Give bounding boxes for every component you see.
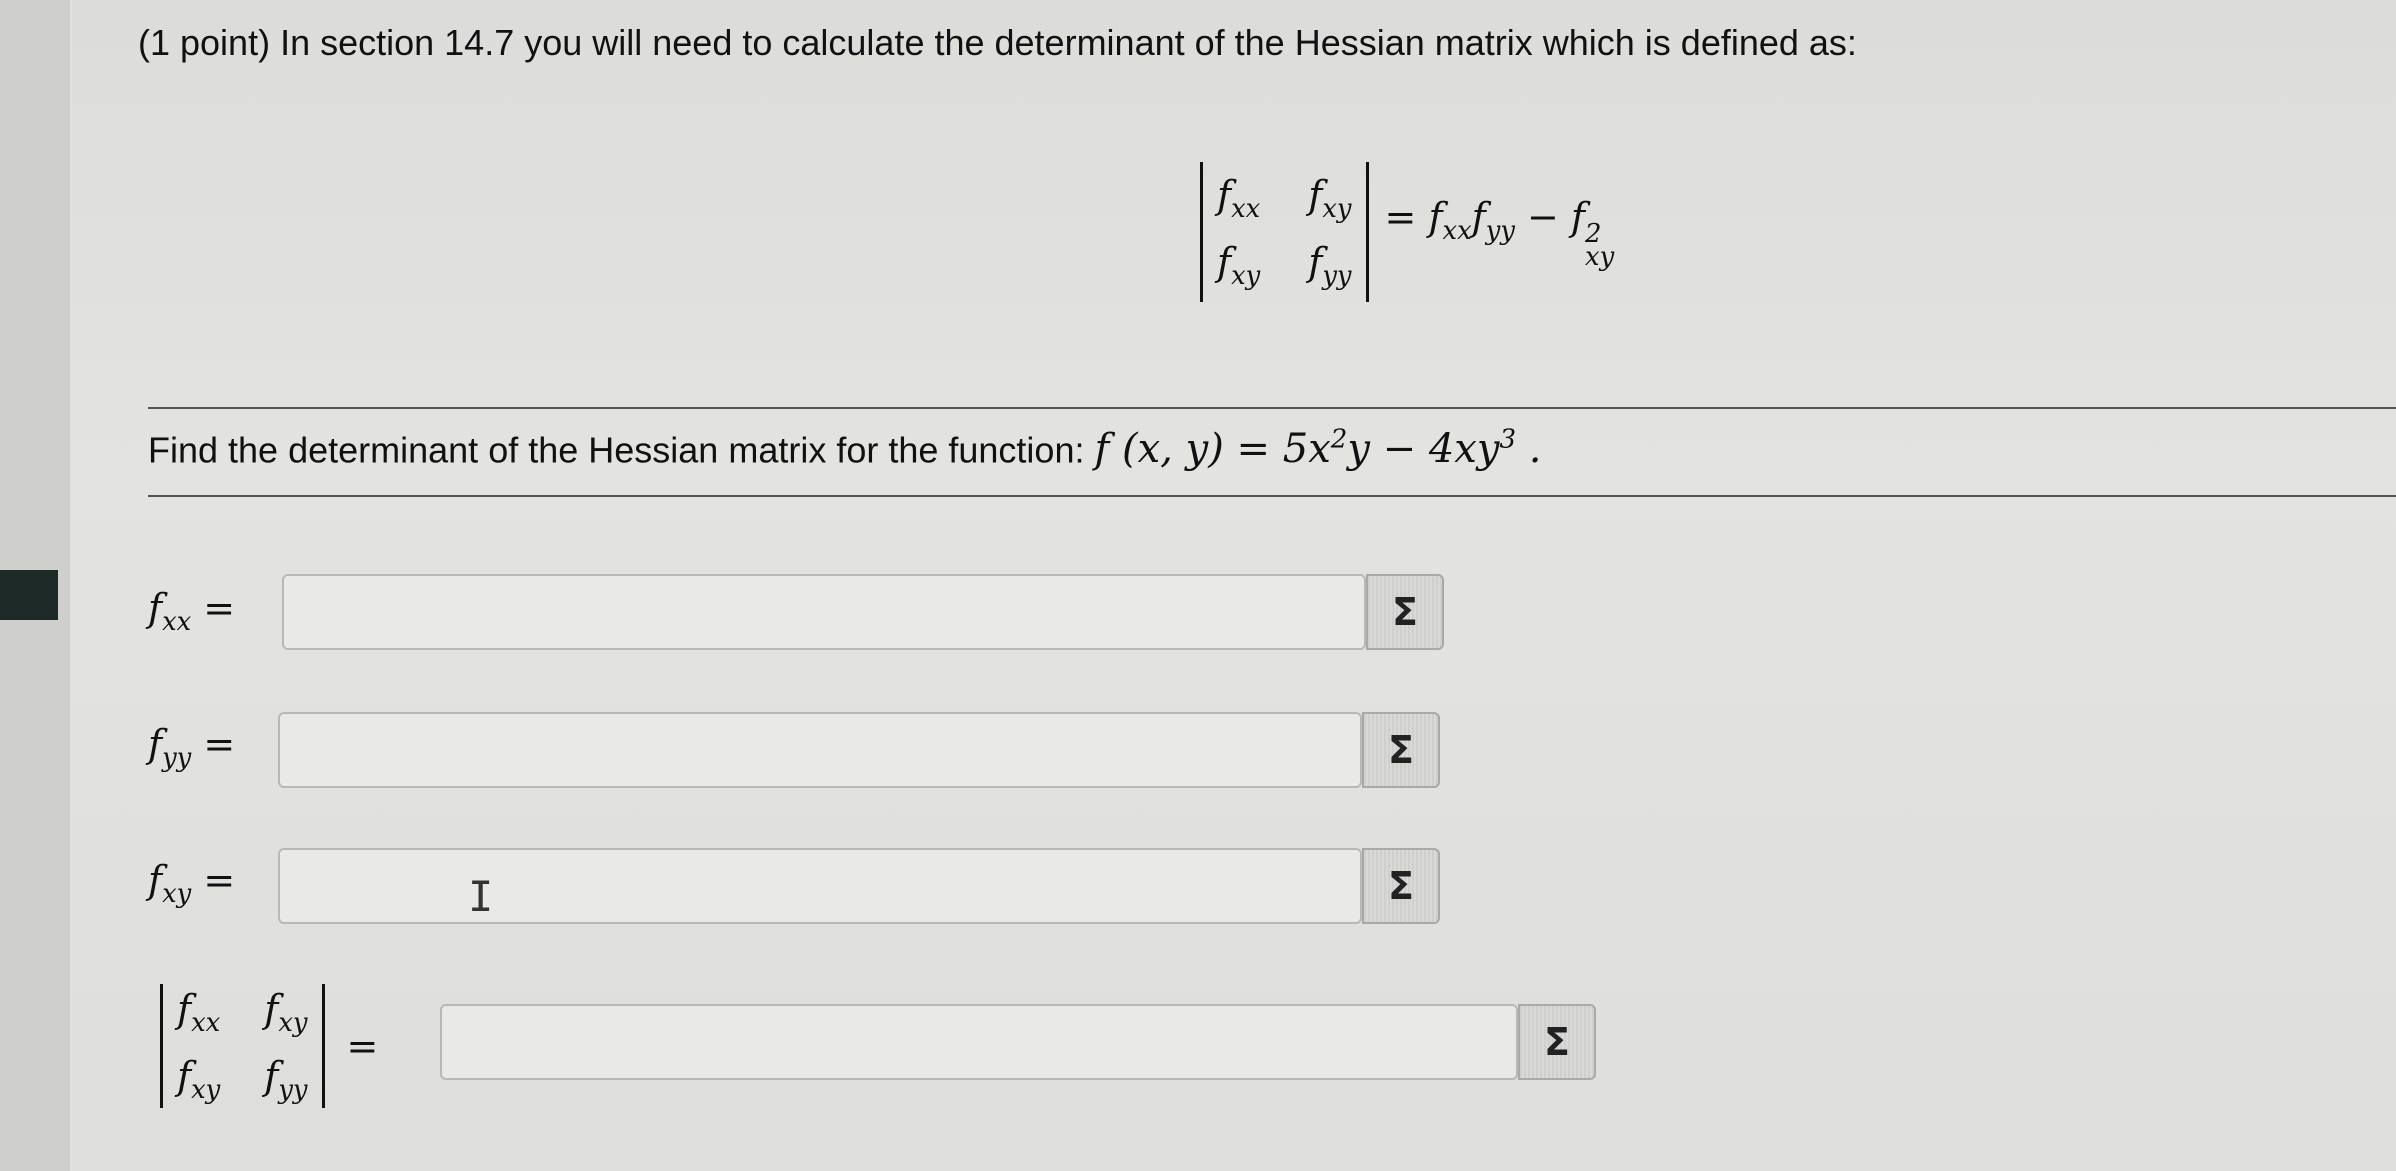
- matrix-entry-fxy-top: $f_{xy}$: [1308, 172, 1352, 224]
- label-fyy: $f_{yy}$ =: [148, 722, 236, 774]
- answer-matrix-entry-fxy-bottom: $f_{xy}$: [177, 1054, 221, 1106]
- determinant-input[interactable]: [440, 1004, 1518, 1080]
- determinant-answer-matrix: [163, 987, 322, 1105]
- sidebar-tab[interactable]: [0, 570, 58, 620]
- fxx-equation-editor-button[interactable]: Σ: [1366, 574, 1444, 650]
- determinant-equation-editor-button[interactable]: Σ: [1518, 1004, 1596, 1080]
- label-fxx: $f_{xx}$ =: [148, 586, 236, 638]
- fxy-equation-editor-button[interactable]: Σ: [1362, 848, 1440, 924]
- fyy-equation-editor-button[interactable]: Σ: [1362, 712, 1440, 788]
- find-instruction: Find the determinant of the Hessian matrix for the function: f (x, $y) = 5x^2y - 4xy^3$ .: [148, 425, 1542, 473]
- matrix-entry-fxy-bottom: $f_{xy}$: [1217, 240, 1261, 292]
- matrix-entry-fyy: $f_{yy}$: [1308, 240, 1352, 292]
- determinant-answer-label: [160, 984, 378, 1108]
- fxy-input[interactable]: [278, 848, 1362, 924]
- text-cursor-icon: I: [468, 872, 494, 921]
- hessian-matrix: [1203, 173, 1366, 291]
- answer-matrix-entry-fxx: $f_{xx}$: [177, 986, 221, 1038]
- problem-intro: (1 point) In section 14.7 you will need to calculate the determinant of the Hessian matrix which is defined as:: [138, 22, 1857, 63]
- hessian-definition: [1200, 162, 1614, 302]
- hessian-formula-rhs: = $f_{xx}f_{yy} - f$ 2 xy: [1384, 194, 1615, 272]
- divider-bottom: [148, 495, 2396, 497]
- answer-matrix-entry-fyy: $f_{yy}$: [264, 1054, 308, 1106]
- divider-top: [148, 407, 2396, 409]
- fxx-input[interactable]: [282, 574, 1366, 650]
- function-expression: f (x, $y) = 5x^2y - 4xy^3$ .: [1094, 425, 1542, 473]
- determinant-answer-equals: =: [346, 1024, 379, 1068]
- answer-matrix-entry-fxy-top: $f_{xy}$: [264, 986, 308, 1038]
- fyy-input[interactable]: [278, 712, 1362, 788]
- label-fxy: $f_{xy}$ =: [148, 858, 236, 910]
- matrix-entry-fxx: $f_{xx}$: [1217, 172, 1261, 224]
